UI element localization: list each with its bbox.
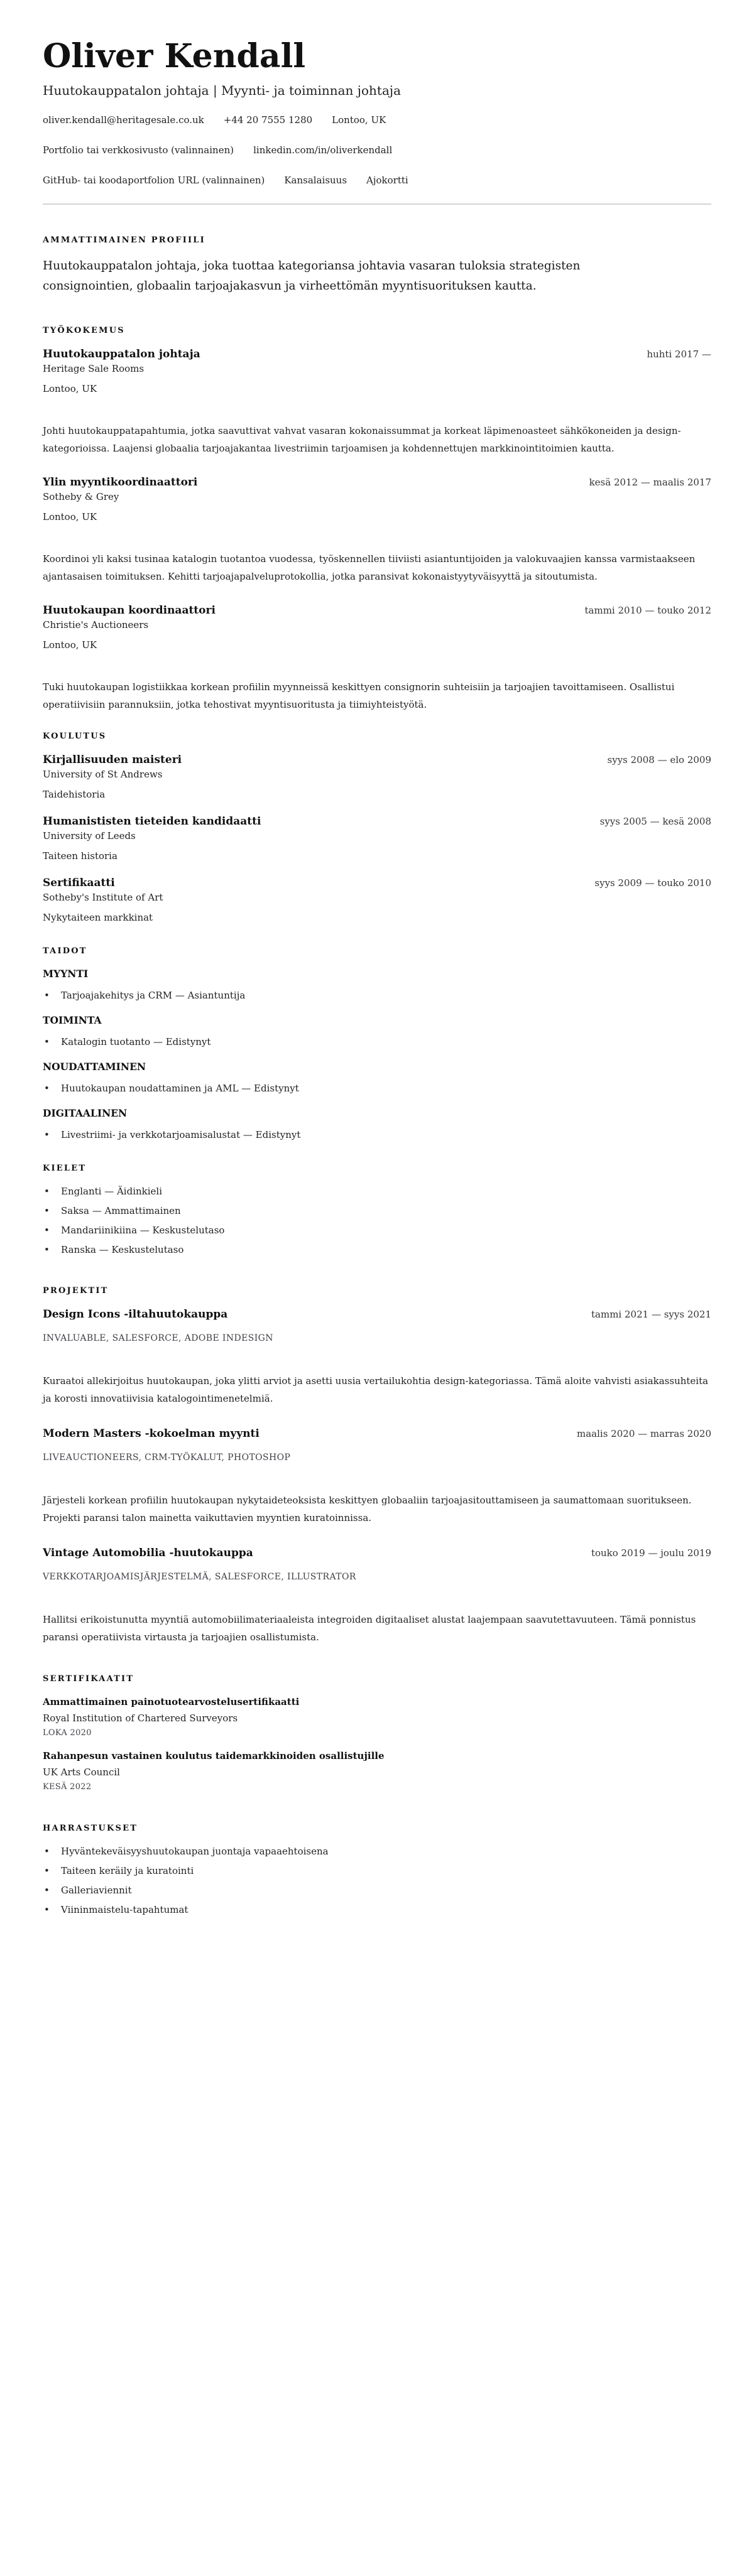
contact-citizenship: Kansalaisuus [284,175,347,186]
work-entry [43,603,711,713]
project-entry [43,1545,711,1646]
section-languages [43,1163,711,1257]
education-dates: syys 2008 — elo 2009 [607,754,711,766]
skill-group [43,967,711,1002]
project-dates: touko 2019 — joulu 2019 [591,1547,711,1559]
hobby-item: • Taiteen keräily ja kuratointi [43,1864,711,1878]
candidate-headline: Huutokauppatalon johtaja | Myynti- ja toiminnan johtaja [43,83,401,98]
section-work-experience [43,325,711,713]
work-entry [43,347,711,457]
skill-item: • Huutokaupan noudattaminen ja AML — Edistynyt [43,1081,711,1095]
hobby-item: • Galleriaviennit [43,1883,711,1897]
skill-category: TOIMINTA [43,1014,102,1026]
job-location: Lontoo, UK [43,383,97,394]
skill-list [43,1128,711,1142]
work-entry [43,475,711,585]
certification-date: KESÄ 2022 [43,1782,92,1792]
job-location: Lontoo, UK [43,511,97,522]
job-title: Huutokauppatalon johtaja [43,348,200,360]
job-description: Koordinoi yli kaksi tusinaa katalogin tuotantoa vuodessa, työskennellen tiiviisti asiantuntijoiden ja valokuvaajien kanssa varmistaakseen ajantasaisen toimituksen. Kehitti tarjoajapalveluprotokollia, jotka paransivat kokonaistyytyväisyyttä ja sitoutumista. [43,553,696,582]
skill-category: MYYNTI [43,968,89,980]
contact-driving-license: Ajokortti [366,175,408,186]
project-dates: tammi 2021 — syys 2021 [591,1309,711,1320]
project-tech: VERKKOTARJOAMISJÄRJESTELMÄ, SALESFORCE, ILLUSTRATOR [43,1572,356,1582]
job-location: Lontoo, UK [43,639,97,651]
skill-group [43,1060,711,1095]
candidate-name: Oliver Kendall [43,37,306,75]
certification-name: Rahanpesun vastainen koulutus taidemarkkinoiden osallistujille [43,1750,385,1762]
section-title-hobbies: HARRASTUKSET [43,1824,138,1833]
language-list [43,1184,711,1257]
project-entry [43,1426,711,1527]
header-divider [43,203,711,205]
certification-date: LOKA 2020 [43,1728,92,1738]
hobby-item: • Viininmaistelu-tapahtumat [43,1903,711,1917]
study-field: Taidehistoria [43,789,106,800]
section-projects [43,1285,711,1646]
job-title: Ylin myyntikoordinaattori [43,476,198,489]
job-dates: huhti 2017 — [647,349,711,360]
section-title-skills: TAIDOT [43,946,87,956]
school-name: University of St Andrews [43,769,163,780]
language-item: • Saksa — Ammattimainen [43,1204,711,1218]
certification-entry [43,1749,711,1793]
project-tech: LIVEAUCTIONEERS, CRM-TYÖKALUT, PHOTOSHOP [43,1453,291,1463]
degree-title: Sertifikaatti [43,877,115,889]
certification-issuer: Royal Institution of Chartered Surveyors [43,1713,238,1724]
contact-row-1 [43,113,711,127]
study-field: Nykytaiteen markkinat [43,912,153,923]
job-company: Christie's Auctioneers [43,619,149,630]
degree-title: Kirjallisuuden maisteri [43,754,182,766]
section-profile [43,235,711,296]
job-description: Tuki huutokaupan logistiikkaa korkean profiilin myynneissä keskittyen consignorin suhteisiin ja tarjoajien tavoittamiseen. Osallistui operatiivisiin parannuksiin, jotka tehostivat myyntisuoritusta ja tiimiyhteistyötä. [43,681,675,710]
language-item: • Englanti — Äidinkieli [43,1184,711,1198]
skill-item: • Katalogin tuotanto — Edistynyt [43,1035,711,1049]
degree-title: Humanististen tieteiden kandidaatti [43,815,261,828]
profile-summary: Huutokauppatalon johtaja, joka tuottaa kategoriansa johtavia vasaran tuloksia strategisten consignointien, globaalin tarjoajakasvun ja virheettömän myyntisuorituksen kautta. [43,259,581,293]
language-item: • Mandariinikiina — Keskustelutaso [43,1223,711,1237]
section-education [43,731,711,924]
project-name: Modern Masters -kokoelman myynti [43,1427,260,1440]
project-description: Kuraatoi allekirjoitus huutokaupan, joka ylitti arviot ja asetti uusia vertailukohtia design-kategoriassa. Tämä aloite vahvisti asiakassuhteita ja korosti innovatiivisia katalogointimenetelmiä. [43,1375,709,1404]
certification-issuer: UK Arts Council [43,1767,120,1778]
job-company: Heritage Sale Rooms [43,363,145,374]
project-dates: maalis 2020 — marras 2020 [577,1428,711,1439]
project-description: Järjesteli korkean profiilin huutokaupan nykytaideteoksista keskittyen globaaliin tarjoajasitouttamiseen ja saumattomaan suoritukseen. Projekti paransi talon mainetta vaikuttavien myyntien kuratoinnissa. [43,1495,692,1523]
project-description: Hallitsi erikoistunutta myyntiä automobiilimateriaaleista integroiden digitaaliset alustat laajempaan saavutettavuuteen. Tämä ponnistus paransi operatiivista virtausta ja tarjoajien osallistumista. [43,1614,696,1643]
education-entry [43,752,711,801]
section-title-languages: KIELET [43,1164,87,1173]
school-name: Sotheby's Institute of Art [43,892,163,903]
section-title-work: TYÖKOKEMUS [43,326,125,335]
contact-portfolio[interactable]: Portfolio tai verkkosivusto (valinnainen) [43,144,234,156]
education-dates: syys 2005 — kesä 2008 [599,816,711,827]
skill-list [43,988,711,1002]
contact-github[interactable]: GitHub- tai koodaportfolion URL (valinnainen) [43,175,265,186]
skill-item: • Livestriimi- ja verkkotarjoamisalustat — Edistynyt [43,1128,711,1142]
contact-email[interactable]: oliver.kendall@heritagesale.co.uk [43,114,204,126]
job-company: Sotheby & Grey [43,491,119,502]
hobby-item: • Hyväntekeväisyyshuutokaupan juontaja vapaaehtoisena [43,1844,711,1858]
contact-row-2 [43,143,711,157]
section-title-projects: PROJEKTIT [43,1286,109,1296]
skill-list [43,1081,711,1095]
section-title-education: KOULUTUS [43,732,107,741]
education-entry [43,814,711,863]
section-skills [43,946,711,1142]
hobby-list [43,1844,711,1917]
contact-phone[interactable]: +44 20 7555 1280 [223,114,313,126]
job-description: Johti huutokauppatapahtumia, jotka saavuttivat vahvat vasaran kokonaissummat ja korkeat läpimenoasteet sähkökoneiden ja design-kategorioissa. Laajensi globaalia tarjoajakantaa livestriimin tarjoamisen ja kohdennettujen markkinointitoimien kautta. [43,425,681,454]
section-title-profile: AMMATTIMAINEN PROFIILI [43,235,205,245]
section-title-certifications: SERTIFIKAATIT [43,1674,134,1684]
study-field: Taiteen historia [43,850,117,862]
job-title: Huutokaupan koordinaattori [43,604,216,617]
job-dates: kesä 2012 — maalis 2017 [589,477,711,488]
skill-item: • Tarjoajakehitys ja CRM — Asiantuntija [43,988,711,1002]
skill-group [43,1014,711,1049]
school-name: University of Leeds [43,830,136,842]
certification-name: Ammattimainen painotuotearvostelusertifikaatti [43,1696,300,1707]
language-item: • Ranska — Keskustelutaso [43,1243,711,1257]
contact-linkedin[interactable]: linkedin.com/in/oliverkendall [253,144,393,156]
certification-entry [43,1695,711,1739]
skill-category: DIGITAALINEN [43,1107,128,1119]
section-hobbies [43,1823,711,1917]
skill-category: NOUDATTAMINEN [43,1061,146,1073]
project-name: Design Icons -iltahuutokauppa [43,1308,228,1321]
job-dates: tammi 2010 — touko 2012 [584,605,711,616]
contact-row-3 [43,173,711,187]
contact-location: Lontoo, UK [332,114,386,126]
section-certifications [43,1674,711,1793]
project-entry [43,1307,711,1407]
education-entry [43,875,711,924]
skill-group [43,1107,711,1142]
project-tech: INVALUABLE, SALESFORCE, ADOBE INDESIGN [43,1333,273,1343]
project-name: Vintage Automobilia -huutokauppa [43,1547,253,1559]
skill-list [43,1035,711,1049]
resume-header [43,36,711,187]
education-dates: syys 2009 — touko 2010 [594,877,711,889]
